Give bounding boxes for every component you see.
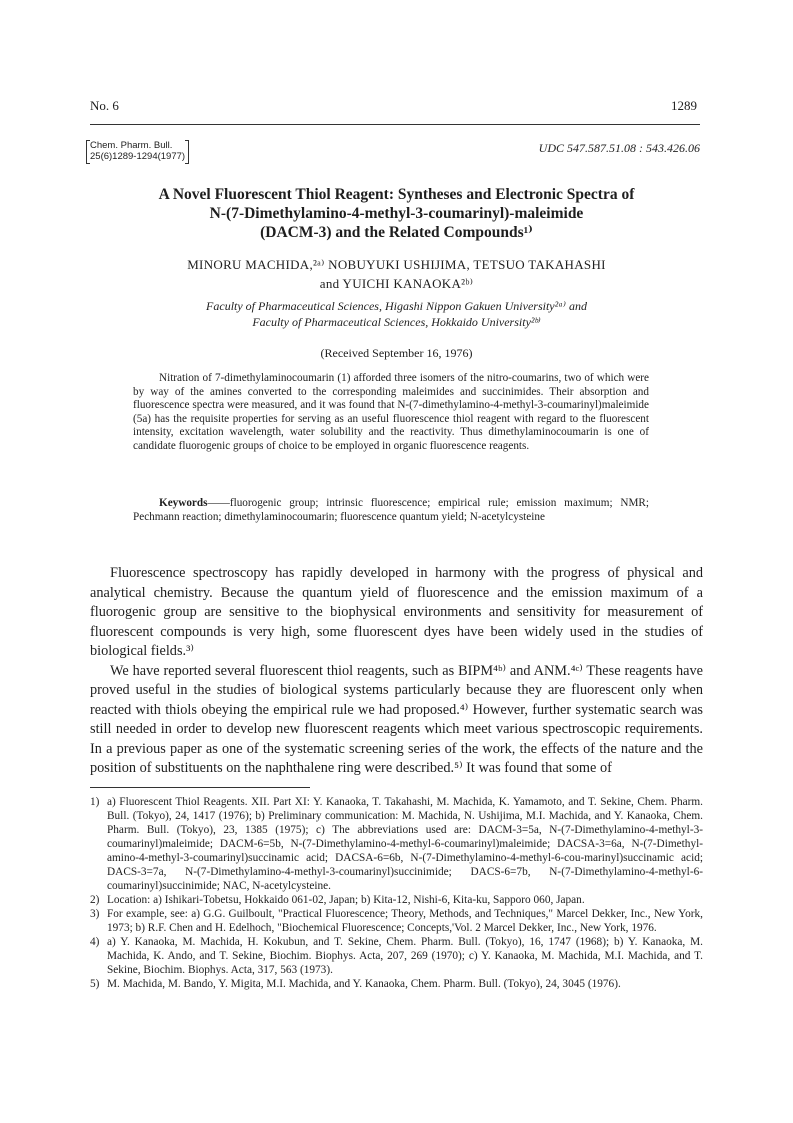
running-head bbox=[90, 98, 697, 118]
page-number: 1289 bbox=[671, 98, 697, 113]
citation-volume: 25(6)1289-1294(1977) bbox=[90, 151, 186, 162]
footnote-text: a) Fluorescent Thiol Reagents. XII. Part XI: Y. Kanaoka, T. Takahashi, M. Machida, K. Yamamoto, and T. Sekine, Chem. Pharm. Bull. (Tokyo), 24, 1417 (1976); b) Preliminary communication: M. Machida, N. Ushijima, M.I. Machida, and Y. Kanaoka, Chem. Pharm. Bull. (Tokyo), 23, 1385 (1975); c) The abbreviations used are: DACM-3=5a, N-(7-Dimethylamino-4-methyl-3-coumarinyl)maleimide; DACM-6=5b, N-(7-Dimethylamino-4-methyl-6-coumarinyl)maleimide; DACSA-3=6a, N-(7-Dimethyl-amino-4-methyl-3-coumarinyl)succinamic acid; DACSA-6=6b, N-(7-Dimethylamino-4-methyl-6-cou-marinyl)succinamic acid; DACS-3=7a, N-(7-Dimethylamino-4-methyl-3-coumarinyl)succinimide; DACS-6=7b, N-(7-Dimethylamino-4-methyl-6-coumarinyl)succinimide; NAC, N-acetylcysteine. bbox=[107, 796, 703, 892]
keywords-text: ——fluorogenic group; intrinsic fluorescence; empirical rule; emission maximum; NMR; Pechmann reaction; dimethylaminocoumarin; fluorescence quantum yield; N-acetylcysteine bbox=[133, 497, 649, 523]
title-line: A Novel Fluorescent Thiol Reagent: Syntheses and Electronic Spectra of bbox=[158, 186, 635, 203]
footnote-number: 5) bbox=[90, 978, 100, 990]
article-title bbox=[90, 185, 703, 242]
footnote-number: 2) bbox=[90, 894, 100, 906]
footnotes bbox=[90, 795, 703, 991]
received-date: (Received September 16, 1976) bbox=[320, 346, 473, 360]
footnote bbox=[90, 977, 703, 991]
issue-number: No. 6 bbox=[90, 98, 119, 113]
title-line: (DACM-3) and the Related Compounds¹⁾ bbox=[260, 224, 533, 241]
abstract bbox=[133, 372, 649, 453]
footnote-text: M. Machida, M. Bando, Y. Migita, M.I. Machida, and Y. Kanaoka, Chem. Pharm. Bull. (Tokyo), 24, 3045 (1976). bbox=[107, 978, 621, 990]
keywords bbox=[133, 497, 649, 524]
citation-bracket-left bbox=[86, 140, 90, 164]
footnote-rule bbox=[90, 787, 310, 788]
citation-bracket-right bbox=[185, 140, 189, 164]
footnote-number: 4) bbox=[90, 936, 100, 948]
author-line: and YUICHI KANAOKA²ᵇ⁾ bbox=[319, 276, 474, 291]
journal-citation bbox=[90, 140, 185, 162]
affiliation-line: Faculty of Pharmaceutical Sciences, Hokkaido University²ᵇ⁾ bbox=[252, 315, 541, 329]
author-list bbox=[90, 255, 703, 293]
footnote bbox=[90, 893, 703, 907]
footnote-text: Location: a) Ishikari-Tobetsu, Hokkaido 061-02, Japan; b) Kita-12, Nishi-6, Kita-ku, Sapporo 060, Japan. bbox=[107, 894, 585, 906]
footnote-text: a) Y. Kanaoka, M. Machida, H. Kokubun, and T. Sekine, Chem. Pharm. Bull. (Tokyo), 16, 1747 (1968); b) Y. Kanaoka, M. Machida, K. Ando, and T. Sekine, Biochim. Biophys. Acta, 207, 269 (1970); c) Y. Kanaoka, M. Machida, M.I. Machida, and T. Sekine, Biochim. Biophys. Acta, 317, 563 (1973). bbox=[107, 936, 703, 976]
footnote-number: 3) bbox=[90, 908, 100, 920]
body-paragraph: Fluorescence spectroscopy has rapidly developed in harmony with the progress of physical and analytical chemistry. Because the quantum yield of fluorescence and the emission maximum of a fluorogenic group are sensitive to the biophysical environments and sensitivity for measurement of fluorescent compounds is very high, some fluorescent dyes have been widely used in the studies of biological fields.³⁾ bbox=[90, 565, 703, 659]
citation-journal: Chem. Pharm. Bull. bbox=[90, 140, 173, 151]
footnote-number: 1) bbox=[90, 796, 100, 808]
footnote bbox=[90, 795, 703, 893]
body-text bbox=[90, 564, 703, 779]
body-paragraph: We have reported several fluorescent thiol reagents, such as BIPM⁴ᵇ⁾ and ANM.⁴ᶜ⁾ These reagents have proved useful in the studies of biological systems particularly because they are fluorescent only when reacted with thiols obeying the empirical rule we had proposed.⁴⁾ However, further systematic search was still needed in order to develop new fluorescent reagents which meet various spectroscopic requirements. In a previous paper as one of the systematic screening series of the work, the effects of the nature and the position of substituents on the naphthalene ring were described.⁵⁾ It was found that some of bbox=[90, 662, 703, 776]
abstract-text: Nitration of 7-dimethylaminocoumarin (1) afforded three isomers of the nitro-coumarins, two of which were by way of the amines converted to the corresponding maleimides and succinimides. Their absorption and fluorescence spectra were measured, and it was found that N-(7-dimethylamino-4-methyl-3-coumarinyl)maleimide (5a) has the requisite properties for serving as an useful fluorescence thiol reagent with regard to the fluorescent intensity, excitation wavelength, water solubility and the reactivity. Thus dimethylaminocoumarin is one of candidate fluorogenic groups of choice to be employed in organic fluorescence reagents. bbox=[133, 372, 649, 452]
author-line: MINORU MACHIDA,²ᵃ⁾ NOBUYUKI USHIJIMA, TETSUO TAKAHASHI bbox=[187, 257, 606, 272]
footnote-text: For example, see: a) G.G. Guilboult, "Practical Fluorescence; Theory, Methods, and Techniques," Marcel Dekker, Inc., New York, 1973; b) R.F. Chen and H. Edelhoch, "Biochemical Fluorescence; Concepts,'Vol. 2 Marcel Dekker, Inc., New York, 1976. bbox=[107, 908, 703, 934]
title-line: N-(7-Dimethylamino-4-methyl-3-coumarinyl)-maleimide bbox=[209, 205, 584, 222]
keywords-label: Keywords bbox=[159, 497, 208, 509]
affiliations bbox=[90, 298, 703, 330]
affiliation-line: Faculty of Pharmaceutical Sciences, Higashi Nippon Gakuen University²ᵃ⁾ and bbox=[206, 299, 587, 313]
udc-classification: UDC 547.587.51.08 : 543.426.06 bbox=[538, 141, 700, 155]
footnote bbox=[90, 907, 703, 935]
header-rule bbox=[90, 124, 700, 125]
footnote bbox=[90, 935, 703, 977]
